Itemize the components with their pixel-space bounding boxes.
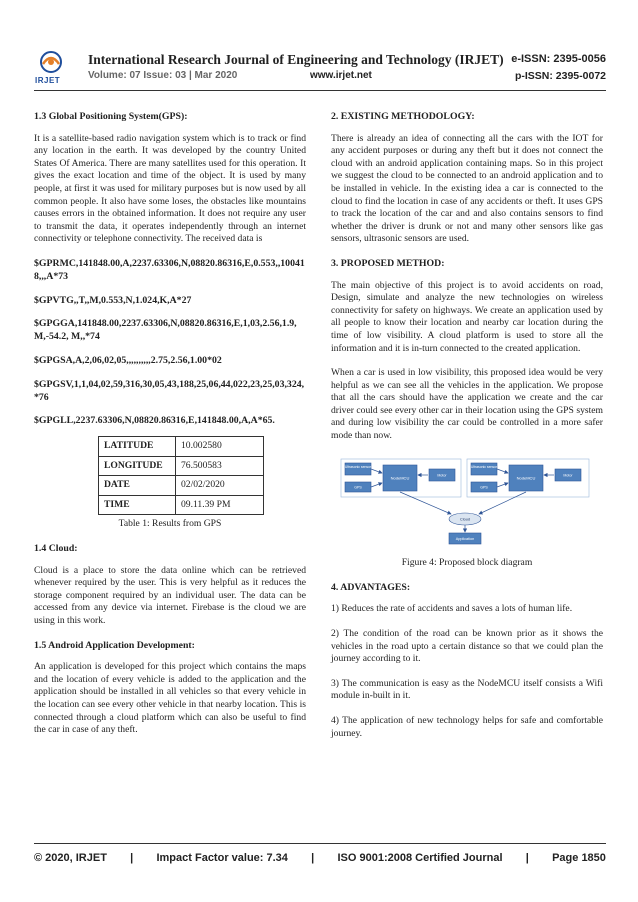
table-cell-value: 10.002580 <box>176 437 264 457</box>
nmea-sentence: $GPVTG,,T,,M,0.553,N,1.024,K,A*27 <box>34 294 192 306</box>
table-cell-value: 09.11.39 PM <box>176 495 264 515</box>
header-rule <box>34 90 606 91</box>
section-heading: 3. PROPOSED METHOD: <box>331 257 445 269</box>
paragraph: Cloud is a place to store the data online which can be retrieved whenever required by the user. This is very helpful as it reduces the storage component required by an individual user. The data can be accessed from any device via internet. Firebase is the cloud we are using in this work. <box>34 564 306 627</box>
figure-caption: Figure 4: Proposed block diagram <box>401 557 533 569</box>
table-cell-key: LONGITUDE <box>99 456 176 476</box>
volume-issue: Volume: 07 Issue: 03 | Mar 2020 <box>88 70 238 81</box>
nmea-sentence: $GPRMC,141848.00,A,2237.63306,N,08820.86316,E,0.553,,100418,,,A*73 <box>34 257 305 282</box>
list-item: 2) The condition of the road can be known prior as it shows the vehicles in the road upto a certain distance so that we could plan the journey according to it. <box>331 628 603 665</box>
table-cell-key: LATITUDE <box>99 437 176 457</box>
nmea-sentence: $GPGSV,1,1,04,02,59,316,30,05,43,188,25,06,44,022,23,25,03,324,*76 <box>34 378 305 403</box>
copyright: © 2020, IRJET <box>34 852 107 864</box>
block-diagram-figure <box>339 457 591 547</box>
table-cell-key: DATE <box>99 476 176 496</box>
impact-factor: Impact Factor value: 7.34 <box>156 852 288 864</box>
gps-label: GPS <box>354 485 362 490</box>
gps-label: GPS <box>480 485 488 490</box>
table-cell-value: 76.500583 <box>176 456 264 476</box>
table-row <box>99 437 264 457</box>
table-cell-value: 02/02/2020 <box>176 476 264 496</box>
list-item: 4) The application of new technology helps for safe and comfortable journey. <box>331 715 603 739</box>
footer-separator: | <box>525 852 529 864</box>
section-heading: 1.5 Android Application Development: <box>34 639 195 651</box>
section-heading: 1.3 Global Positioning System(GPS): <box>34 111 188 122</box>
iso-certification: ISO 9001:2008 Certified Journal <box>337 852 503 864</box>
nmea-sentence: $GPGSA,A,2,06,02,05,,,,,,,,,,2.75,2.56,1.00*02 <box>34 354 222 366</box>
footer-separator: | <box>311 852 315 864</box>
table-row <box>99 456 264 476</box>
section-heading: 4. ADVANTAGES: <box>331 581 411 593</box>
journal-title: International Research Journal of Engineering and Technology (IRJET) <box>88 52 504 67</box>
motor-label: Motor <box>563 473 573 478</box>
gps-results-table <box>98 436 264 515</box>
footer-rule <box>34 843 606 844</box>
nodemcu-label: NodeMCU <box>516 475 536 481</box>
motor-label: Motor <box>437 473 447 478</box>
nmea-sentence: $GPGGA,141848.00,2237.63306,N,08820.86316,E,1,03,2.56,1.9,M,-54.2, M,,*74 <box>34 318 297 343</box>
right-column <box>331 111 603 752</box>
paragraph: There is already an idea of connecting all the cars with the IOT for any accident purposes or during any theft but it does not connect the cloud with an android application containing maps. So in this project we suggest the cloud to be connected to an android application and to be installed in vehicle. In the existing idea a car is connected to the cloud to find the location in case of any accidents or theft. It uses GPS to track the location of the car and and also contains sensors to find whether the driver is drunk or not and many other sensors like gas sensors, ultrasonic sensors are used. <box>331 132 603 245</box>
page-header <box>34 50 606 88</box>
left-column <box>34 111 306 749</box>
e-issn: e-ISSN: 2395-0056 <box>511 53 606 65</box>
cloud-label: Cloud <box>460 517 470 522</box>
nodemcu-label: NodeMCU <box>390 475 410 481</box>
paragraph: When a car is used in low visibility, this proposed idea would be very helpful as we can see all the vehicles in the application. We propose that all the cars should have the application we create and the car driver could see every other car in their location using the GPS system and during low visibility the car could be controlled in a more safer mode than now. <box>331 367 603 442</box>
table-row <box>99 495 264 515</box>
paragraph: It is a satellite-based radio navigation system which is to track or find any location in the earth. It was developed by the country United States Of America. There are many satellites used for this operation. It gives the exact location and time of the object. It is used by many people, at first it was used for military purposes but is now used by all common people. It also have some loses, the obstacles like mountains causes errors in the obtained information. It does not require any user to transmit the data, it operates independently through an internet connectivity or telephone connectivity. The received data is <box>34 132 306 245</box>
section-heading: 1.4 Cloud: <box>34 543 78 555</box>
nmea-sentence: $GPGLL,2237.63306,N,08820.86316,E,141848.00,A,A*65. <box>34 415 275 427</box>
list-item: 1) Reduces the rate of accidents and saves a lots of human life. <box>331 603 573 615</box>
table-row <box>99 476 264 496</box>
footer-separator: | <box>130 852 134 864</box>
table-caption: Table 1: Results from GPS <box>118 518 222 530</box>
website-link[interactable]: www.irjet.net <box>310 70 372 81</box>
ultrasonic-label: Ultrasonic sensor <box>344 464 372 469</box>
ultrasonic-label: Ultrasonic sensor <box>470 464 498 469</box>
p-issn: p-ISSN: 2395-0072 <box>514 70 606 82</box>
list-item: 3) The communication is easy as the NodeMCU itself consists a Wifi module in-built in it. <box>331 677 603 702</box>
logo-text: IRJET <box>35 76 61 85</box>
paragraph: An application is developed for this project which contains the maps and the location of every vehicle is added to the application and the application should be installed in all vehicles so that every vehicle in the location can see every other vehicle in that nearby location. This is connected through a cloud platform which can also be useful to find the car in case of any theft. <box>34 661 306 736</box>
page-number: Page 1850 <box>552 852 606 864</box>
application-label: Application <box>455 536 475 541</box>
page-footer <box>34 852 606 864</box>
paragraph: The main objective of this project is to avoid accidents on road, Design, simulate and analyze the new technologies on wireless connectivity for safety on highways. We create an application used by all people to know their location and nearby car location during the time of low visibility. A cloud platform is used to store all the information and it is in-turn connected to the created application. <box>331 279 603 354</box>
section-heading: 2. EXISTING METHODOLOGY: <box>331 111 475 122</box>
table-cell-key: TIME <box>99 495 176 515</box>
